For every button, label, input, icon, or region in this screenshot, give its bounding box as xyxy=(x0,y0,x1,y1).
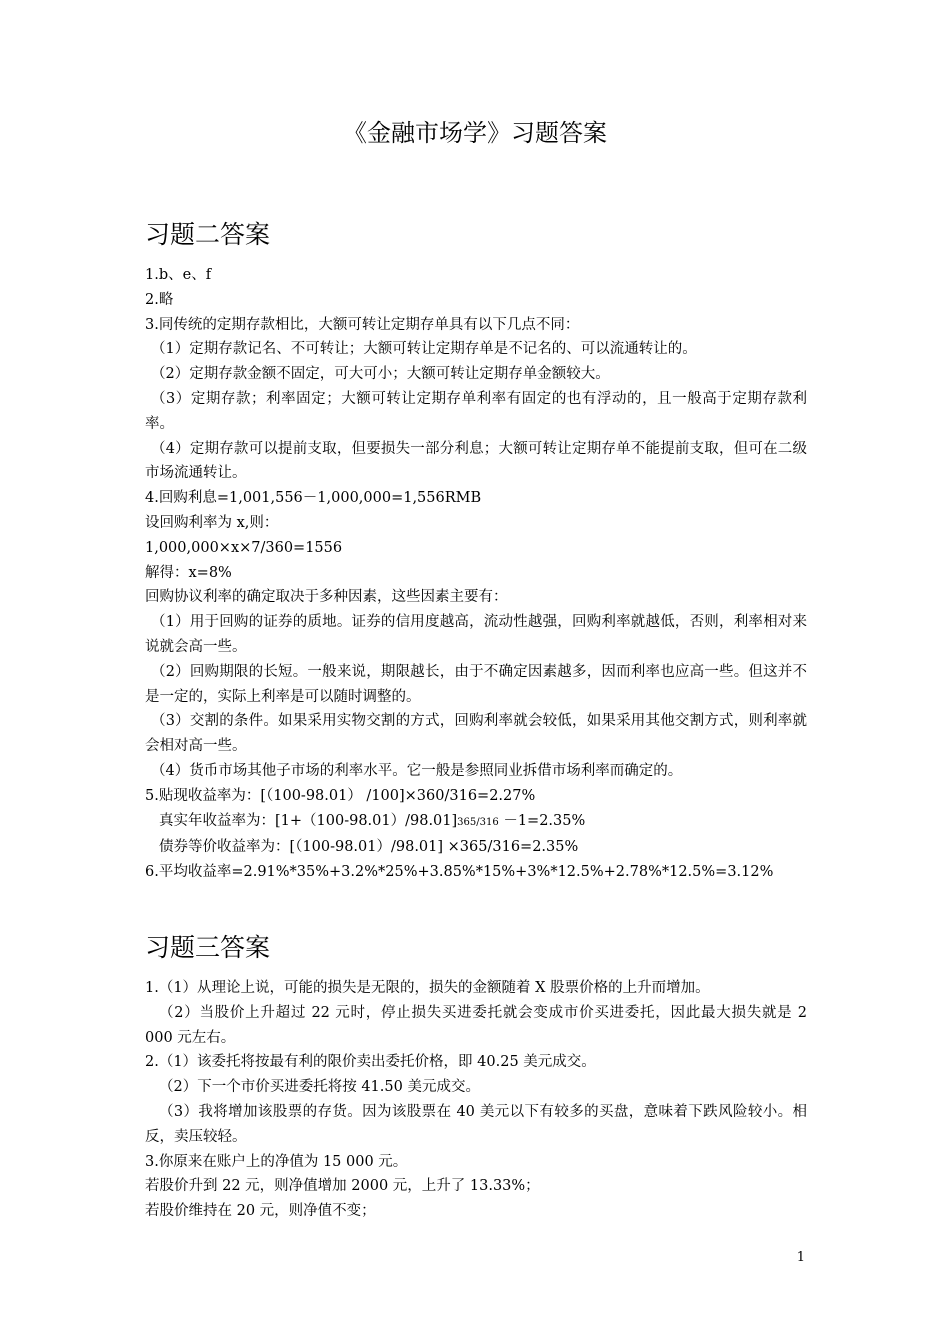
section-exercise-3 xyxy=(145,930,807,1224)
answer-line: 解得：x=8% xyxy=(145,564,232,581)
answer-line: 6.平均收益率=2.91%*35%+3.2%*25%+3.85%*15%+3%*12.5%+2.78%*12.5%=3.12% xyxy=(145,864,774,881)
answer-line: 4.回购利息=1,001,556－1,000,000=1,556RMB xyxy=(145,490,482,507)
answer-paragraph: （3）我将增加该股票的存货。因为该股票在 40 美元以下有较多的买盘，意味着下跌风险较小。相反，卖压较轻。 xyxy=(145,1103,807,1145)
answer-line: 设回购利率为 x,则： xyxy=(145,514,279,531)
answer-line: 3.同传统的定期存款相比，大额可转让定期存单具有以下几点不同： xyxy=(145,316,580,333)
answer-line: 回购协议利率的确定取决于多种因素，这些因素主要有： xyxy=(145,589,508,606)
answer-line: （2）下一个市价买进委托将按 41.50 美元成交。 xyxy=(159,1079,480,1096)
answer-line: 2.（1）该委托将按最有利的限价卖出委托价格，即 40.25 美元成交。 xyxy=(145,1054,596,1071)
answer-line: 若股价升到 22 元，则净值增加 2000 元，上升了 13.33%； xyxy=(145,1178,540,1195)
answer-line: 1,000,000×x×7/360=1556 xyxy=(145,539,343,556)
answer-line: （1）定期存款记名、不可转让；大额可转让定期存单是不记名的、可以流通转让的。 xyxy=(151,341,697,358)
answer-line: 1.b、e、f xyxy=(145,267,212,283)
bond-yield-line: 债券等价收益率为：[（100-98.01）/98.01] ×365/316=2.35% xyxy=(159,839,579,856)
section-heading: 习题二答案 xyxy=(145,220,271,249)
document-title: 《金融市场学》习题答案 xyxy=(343,119,607,147)
answer-line: 若股价维持在 20 元，则净值不变； xyxy=(145,1203,376,1220)
answer-line: 3.你原来在账户上的净值为 15 000 元。 xyxy=(145,1153,408,1170)
true-yield-text: 真实年收益率为：[1+（100-98.01）/98.01] xyxy=(159,812,458,829)
answer-paragraph: （3）定期存款；利率固定；大额可转让定期存单利率有固定的也有浮动的，且一般高于定期存款利率。 xyxy=(145,390,807,432)
answer-line: （2）定期存款金额不固定，可大可小；大额可转让定期存单金额较大。 xyxy=(151,366,610,383)
answer-line: （4）货币市场其他子市场的利率水平。它一般是参照同业拆借市场利率而确定的。 xyxy=(151,762,683,779)
exponent: 365/316 xyxy=(457,816,499,828)
page-number: 1 xyxy=(796,1250,805,1265)
section-exercise-2 xyxy=(145,217,807,885)
answer-paragraph: （1）用于回购的证券的质地。证券的信用度越高，流动性越强，回购利率就越低，否则，利率相对来说就会高一些。 xyxy=(145,614,807,655)
answer-paragraph: （2）当股价上升超过 22 元时，停止损失买进委托就会变成市价买进委托，因此最大损失就是 2 000 元左右。 xyxy=(145,1004,807,1046)
answer-line: 5.贴现收益率为：[（100-98.01） /100]×360/316=2.27% xyxy=(145,787,536,804)
answer-paragraph: （4）定期存款可以提前支取，但要损失一部分利息；大额可转让定期存单不能提前支取，但可在二级市场流通转让。 xyxy=(145,440,807,482)
answer-line: 2.略 xyxy=(145,291,174,308)
true-yield-line xyxy=(145,809,807,836)
answer-paragraph: （3）交割的条件。如果采用实物交割的方式，回购利率就会较低，如果采用其他交割方式，则利率就会相对高一些。 xyxy=(145,713,807,755)
answer-line: 1.（1）从理论上说，可能的损失是无限的，损失的金额随着 X 股票价格的上升而增加。 xyxy=(145,980,710,996)
true-yield-result: －1=2.35% xyxy=(498,812,586,829)
section-heading: 习题三答案 xyxy=(145,933,271,962)
answer-paragraph: （2）回购期限的长短。一般来说，期限越长，由于不确定因素越多，因而利率也应高一些。但这并不是一定的，实际上利率是可以随时调整的。 xyxy=(145,663,807,705)
